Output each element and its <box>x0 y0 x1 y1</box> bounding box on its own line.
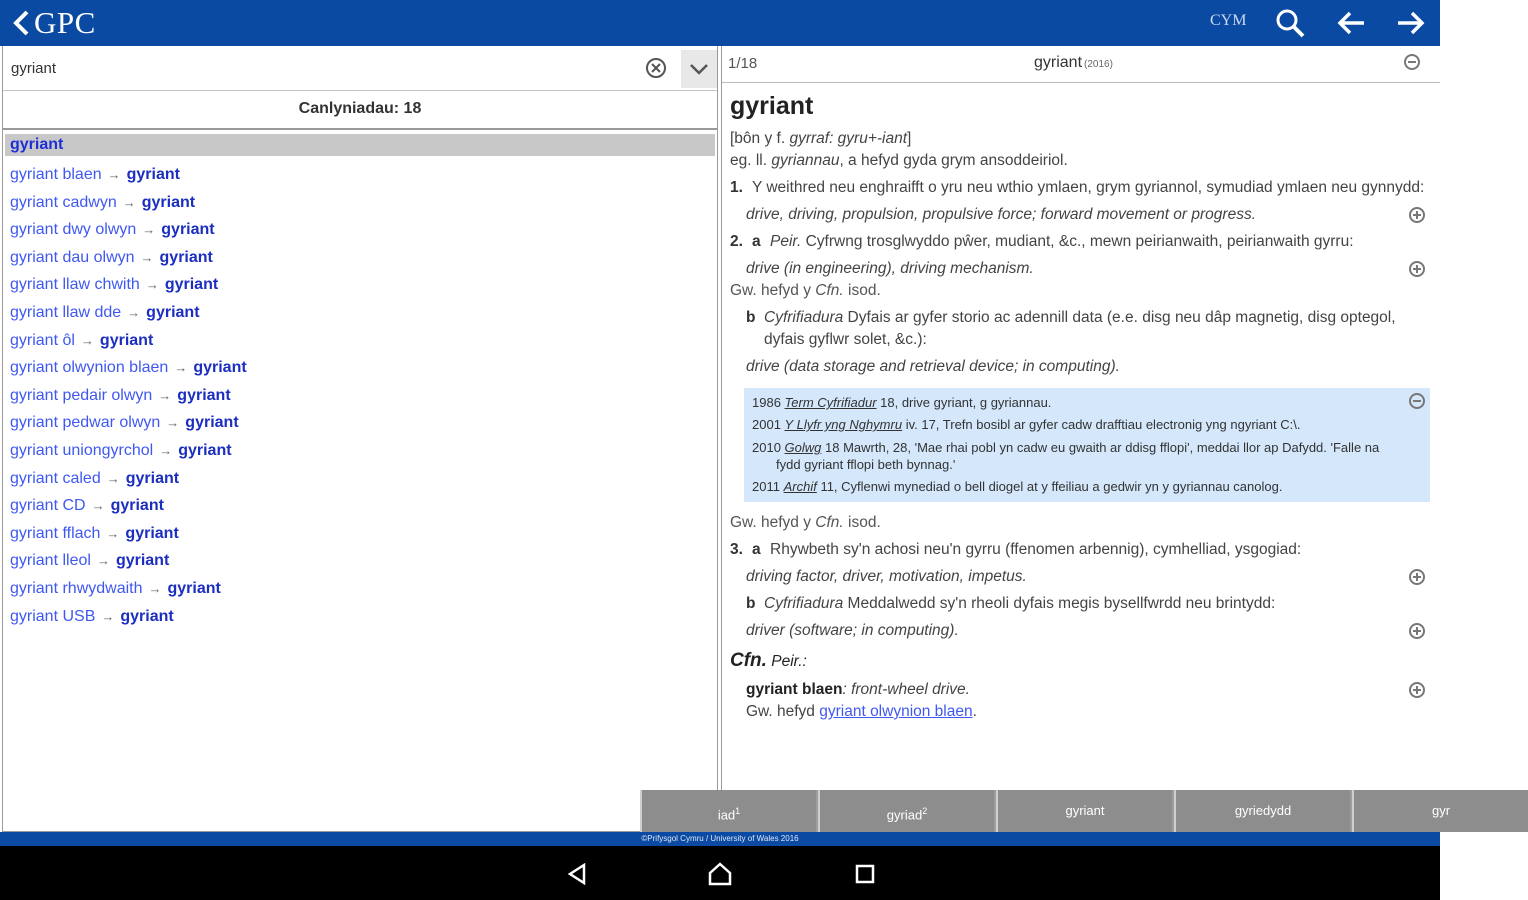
list-item-target: gyriant <box>115 552 170 570</box>
citation-year: 2010 <box>752 440 781 455</box>
sense-definition: Rhywbeth sy'n achosi neu'n gyrru (ffenomen arbennig), cymhelliad, ysgogiad: <box>770 541 1302 558</box>
english-equivalent <box>730 566 1430 588</box>
list-item-term: gyriant uniongyrchol <box>10 441 154 459</box>
citation <box>752 476 1396 498</box>
etymology <box>730 128 1430 150</box>
etymology-close: ] <box>907 130 912 147</box>
list-item[interactable] <box>5 492 715 520</box>
nav-home-icon[interactable] <box>705 859 735 889</box>
arrow-right-small-icon: → <box>148 580 162 596</box>
list-item-term: gyriant blaen <box>10 166 102 183</box>
compound-see-also <box>730 701 1430 723</box>
citations-list <box>752 392 1396 498</box>
list-item-term: gyriant USB <box>10 607 96 625</box>
sense-definition <box>764 593 1275 615</box>
citation-text: 18, drive gyriant, g gyriannau. <box>876 395 1052 410</box>
citation-source[interactable]: Golwg <box>784 440 822 455</box>
compounds-heading <box>730 650 1430 673</box>
list-item-term: gyriant caled <box>10 469 101 487</box>
list-item-target: gyriant <box>110 497 164 515</box>
list-item-term: gyriant olwynion blaen <box>10 359 169 377</box>
options-icon[interactable] <box>1403 53 1423 73</box>
list-item-target: gyriant <box>125 524 179 542</box>
app-title: GPC <box>34 5 96 40</box>
see-also-tail: isod. <box>843 514 881 531</box>
back-icon[interactable] <box>8 8 34 38</box>
arrow-right-small-icon: → <box>166 415 180 431</box>
list-item-target: gyriant <box>120 607 174 625</box>
expand-plus-icon[interactable] <box>1408 568 1426 586</box>
etymology-root: gyrraf: gyru+-iant <box>789 130 908 147</box>
app-bar <box>0 0 1440 46</box>
sense-letter: b <box>746 309 756 326</box>
citation <box>752 392 1396 414</box>
list-item-target: gyriant <box>164 276 219 294</box>
list-item-target: gyriant <box>99 331 154 349</box>
domain-label: Cyfrifiadura <box>764 595 844 612</box>
tab-homonym-number: 2 <box>922 806 928 816</box>
list-item[interactable] <box>5 299 715 327</box>
search-icon[interactable] <box>1272 5 1308 41</box>
list-item-term: gyriant <box>10 136 64 153</box>
nearby-words-bar <box>717 790 1451 832</box>
list-item-term: gyriant CD <box>10 497 86 515</box>
english-text: driving factor, driver, motivation, impetus. <box>746 568 1027 585</box>
citation-text: 11, Cyflenwi mynediad o bell diogel at y ffeiliau a gedwir yn y gyriannau canolog. <box>816 479 1283 494</box>
sense-definition <box>764 307 1430 351</box>
entry-year: (2016) <box>1084 59 1113 70</box>
entry-title-word: gyriant <box>1034 54 1083 71</box>
english-text: drive (data storage and retrieval device; in computing). <box>746 358 1120 375</box>
sense-number: 2. <box>730 233 743 250</box>
list-item-term: gyriant ôl <box>10 331 75 349</box>
arrow-right-small-icon: → <box>159 442 173 458</box>
plural-form: gyriannau <box>771 152 840 169</box>
grammar-line <box>730 150 1430 172</box>
compound-term: gyriant blaen <box>746 681 843 698</box>
list-item-term: gyriant dau olwyn <box>10 248 135 266</box>
see-also-text: Gw. hefyd y <box>730 514 816 531</box>
list-item-target: gyriant <box>161 221 215 239</box>
english-equivalent <box>730 620 1430 642</box>
list-item-term: gyriant cadwyn <box>10 193 117 211</box>
sense-letter: a <box>752 233 761 250</box>
english-text: drive, driving, propulsion, propulsive force; forward movement or progress. <box>746 206 1257 223</box>
sense-3a <box>730 539 1430 561</box>
list-item-target: gyriant <box>126 166 180 183</box>
arrow-right-small-icon: → <box>101 608 115 624</box>
see-also-abbr: Cfn. <box>815 514 844 531</box>
list-item[interactable] <box>5 409 715 437</box>
arrow-right-small-icon: → <box>174 360 188 376</box>
arrow-right-small-icon: → <box>158 387 172 403</box>
citation <box>752 439 1396 473</box>
citation-source[interactable]: Archif <box>783 479 817 494</box>
entry-header <box>722 46 1440 83</box>
expand-plus-icon[interactable] <box>1408 622 1426 640</box>
citation-year: 2001 <box>752 417 781 432</box>
citation-text: iv. 17, Trefn bosibl ar gyfer cadw drafftiau electronig yng ngyriant C:\. <box>902 417 1301 432</box>
compounds-domain: Peir.: <box>766 653 807 670</box>
see-also-link[interactable]: gyriant olwynion blaen <box>819 703 973 720</box>
list-item[interactable] <box>5 520 715 548</box>
sense-3b <box>730 593 1430 615</box>
definition-text: Dyfais ar gyfer storio ac adennill data (e.e. disg neu dâp magnetig, disg optegol, dyfais gyflwr solet, &c.): <box>764 309 1396 348</box>
list-item-target: gyriant <box>178 441 232 459</box>
arrow-right-small-icon: → <box>140 249 154 265</box>
sense-definition <box>770 231 1354 253</box>
citation <box>752 414 1396 436</box>
arrow-right-icon[interactable] <box>1393 5 1429 41</box>
tab-label: iad <box>717 807 736 823</box>
arrow-right-small-icon: → <box>107 167 121 182</box>
search-bar <box>3 46 717 91</box>
list-item[interactable] <box>5 134 715 156</box>
list-item-target: gyriant <box>159 248 213 266</box>
domain-label: Cyfrifiadura <box>764 309 844 326</box>
results-list <box>5 134 715 630</box>
grammar-label: eg. ll. <box>730 152 772 169</box>
definition-text: Cyfrwng trosglwyddo pŵer, mudiant, &c., mewn peirianwaith, peirianwaith gyrru: <box>801 233 1354 250</box>
sense-number: 1. <box>730 179 743 196</box>
see-also-tail: isod. <box>843 282 881 299</box>
expand-plus-icon[interactable] <box>1408 260 1426 278</box>
list-item[interactable] <box>5 327 715 355</box>
list-item[interactable] <box>5 354 715 382</box>
citation-source[interactable]: Y Llyfr yng Nghymru <box>784 417 903 432</box>
see-also-line <box>730 512 1430 534</box>
arrow-right-small-icon: → <box>80 332 94 348</box>
list-item[interactable] <box>5 161 715 189</box>
sense-number: 3. <box>730 541 743 558</box>
citations-box <box>744 388 1430 502</box>
tab-label: gyriedydd <box>1234 803 1292 818</box>
list-item-term: gyriant rhwydwaith <box>10 579 143 597</box>
tab-label: gyriad <box>886 807 923 823</box>
clear-icon[interactable] <box>645 57 667 79</box>
list-item[interactable] <box>5 575 715 603</box>
arrow-right-small-icon: → <box>106 470 120 486</box>
list-item[interactable] <box>5 216 715 244</box>
see-also-text: Gw. hefyd <box>746 703 820 720</box>
list-item[interactable] <box>5 547 715 575</box>
nearby-word-tab[interactable] <box>640 790 816 832</box>
list-item[interactable] <box>5 437 715 465</box>
expand-plus-icon[interactable] <box>1408 206 1426 224</box>
nav-back-icon[interactable] <box>562 859 592 889</box>
list-item-term: gyriant pedair olwyn <box>10 386 153 404</box>
list-item-term: gyriant llaw dde <box>10 303 122 321</box>
arrow-right-small-icon: → <box>96 553 110 569</box>
english-text: drive (in engineering), driving mechanism. <box>746 260 1034 277</box>
headword: gyriant <box>730 92 814 120</box>
nearby-word-tab[interactable] <box>818 790 994 832</box>
list-item-term: gyriant fflach <box>10 524 101 542</box>
system-nav-bar <box>0 846 1440 900</box>
list-item-target: gyriant <box>193 359 247 377</box>
sense-1 <box>730 177 1430 199</box>
entry-title <box>1034 54 1113 72</box>
arrow-right-small-icon: → <box>122 194 136 210</box>
nearby-word-tab[interactable] <box>1174 790 1350 832</box>
see-also-abbr: Cfn. <box>815 282 844 299</box>
citation-year: 2011 <box>752 479 780 494</box>
entry-panel <box>717 46 1451 832</box>
results-panel <box>2 46 718 832</box>
compound-definition: : front-wheel drive. <box>842 681 970 698</box>
arrow-right-small-icon: → <box>106 525 120 541</box>
sense-letter: a <box>752 541 761 558</box>
arrow-right-small-icon: → <box>91 498 105 514</box>
sense-definition: Y weithred neu enghraifft o yru neu wthio ymlaen, grym gyriannol, symudiad ymlaen neu gynnydd: <box>752 179 1425 196</box>
tab-homonym-number: 1 <box>735 806 741 816</box>
grammar-note: , a hefyd gyda grym ansoddeiriol. <box>839 152 1068 169</box>
list-item-target: gyriant <box>146 303 200 321</box>
tab-label: gyr <box>1431 803 1451 818</box>
list-item-target: gyriant <box>177 386 231 404</box>
list-item[interactable] <box>5 382 715 410</box>
list-item[interactable] <box>5 244 715 272</box>
english-equivalent <box>730 356 1430 378</box>
entry-counter: 1/18 <box>728 55 758 72</box>
list-item[interactable] <box>5 465 715 493</box>
list-item-term: gyriant pedwar olwyn <box>10 414 161 432</box>
copyright-footer: ©Prifysgol Cymru / University of Wales 2016 <box>0 832 1440 846</box>
dictionary-entry <box>730 88 1430 786</box>
arrow-right-small-icon: → <box>142 222 156 238</box>
citation-source[interactable]: Term Cyfrifiadur <box>784 395 877 410</box>
list-item-target: gyriant <box>141 193 196 211</box>
nearby-word-tab[interactable] <box>996 790 1172 832</box>
list-item[interactable] <box>5 603 715 631</box>
list-item-term: gyriant llaw chwith <box>10 276 140 294</box>
language-toggle[interactable]: CYM <box>1210 12 1247 29</box>
english-text: driver (software; in computing). <box>746 622 959 639</box>
list-item-target: gyriant <box>125 469 180 487</box>
compound-entry <box>730 679 1430 701</box>
nav-recents-icon[interactable] <box>850 859 880 889</box>
english-equivalent <box>730 258 1430 280</box>
see-also-text: Gw. hefyd y <box>730 282 816 299</box>
nearby-word-tab[interactable] <box>1352 790 1528 832</box>
list-item[interactable] <box>5 271 715 299</box>
results-count: Canlyniadau: 18 <box>3 90 717 130</box>
search-input[interactable] <box>9 52 633 84</box>
arrow-right-small-icon: → <box>145 277 159 293</box>
arrow-left-icon[interactable] <box>1333 5 1369 41</box>
list-item-term: gyriant lleol <box>10 552 91 570</box>
sense-2a <box>730 231 1430 253</box>
expand-plus-icon[interactable] <box>1408 681 1426 699</box>
domain-label: Peir. <box>770 233 802 250</box>
sense-letter: b <box>746 595 756 612</box>
etymology-text: [bôn y f. <box>730 130 790 147</box>
collapse-minus-icon[interactable] <box>1408 392 1426 410</box>
tab-label: gyriant <box>1065 803 1105 818</box>
definition-text: Meddalwedd sy'n rheoli dyfais megis bysellfwrdd neu brintydd: <box>843 595 1276 612</box>
see-also-line <box>730 280 1430 302</box>
list-item[interactable] <box>5 189 715 217</box>
arrow-right-small-icon: → <box>127 304 141 320</box>
sense-2b <box>730 307 1430 351</box>
chevron-down-icon[interactable] <box>681 50 717 88</box>
list-item-target: gyriant <box>167 579 221 597</box>
list-item-term: gyriant dwy olwyn <box>10 221 137 239</box>
english-equivalent <box>730 204 1430 226</box>
citation-year: 1986 <box>752 395 781 410</box>
see-also-tail: . <box>972 703 977 720</box>
citation-text: 18 Mawrth, 28, 'Mae rhai pobl yn cadw eu gwaith ar ddisg fflopi', meddai llor ap Dafydd. 'Falle na fydd gyriant fflopi beth bynnag.' <box>776 440 1380 472</box>
list-item-target: gyriant <box>185 414 239 432</box>
compounds-label: Cfn. <box>730 650 767 671</box>
